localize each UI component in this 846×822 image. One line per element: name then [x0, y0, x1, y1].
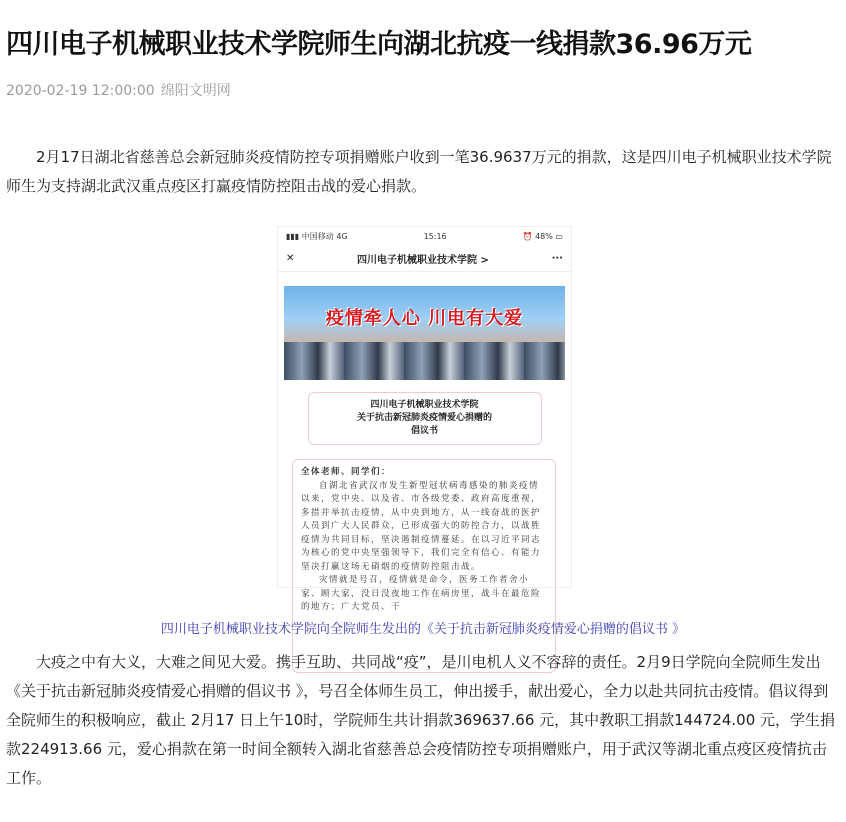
letter-heading-line: 四川电子机械职业技术学院	[370, 400, 479, 410]
letter-heading	[308, 392, 542, 445]
phone-status-bar	[278, 227, 571, 245]
letter-paragraph: 自湖北省武汉市发生新型冠状病毒感染的肺炎疫情以来，党中央、以及省、市各级党委、政府高度重视，多措并举抗击疫情，从中央到地方，从一线奋战的医护人员到广大人民群众，已形成强大的防控合力，以战胜疫情为共同目标，坚决遏制疫情蔓延。在以习近平同志为核心的党中央坚强领导下，我们完全有信心、有能力坚决打赢这场无硝烟的疫情防控阻击战。	[301, 480, 542, 572]
network-label: 4G	[336, 231, 348, 241]
carrier-info	[286, 231, 348, 242]
battery-info	[523, 232, 563, 241]
article-title: 四川电子机械职业技术学院师生向湖北抗疫一线捐款36.96万元	[6, 29, 752, 60]
more-icon: ···	[551, 252, 563, 264]
paragraph-body: 大疫之中有大义，大难之间见大爱。携手互助、共同战“疫”，是川电机人义不容辞的责任。2月9日学院向全院师生发出《关于抗击新冠肺炎疫情爱心捐赠的倡议书 》，号召全体师生员工，伸出援手，献出爱心，全力以赴共同抗击疫情。倡议得到全院师生的积极响应，截止 2月17 日上午10时，学院师生共计捐款369637.66 元，其中教职工捐款144724.00 元，学生捐款224913.66 元，爱心捐款在第一时间全额转入湖北省慈善总会疫情防控专项捐赠账户，用于武汉等湖北重点疫区疫情抗击工作。	[6, 653, 836, 787]
close-icon: ✕	[286, 252, 295, 264]
letter-paragraph: 灾情就是号召，疫情就是命令，医务工作者舍小家、顾大家，没日没夜地工作在病房里，战斗在最危险的地方；广大党员、干	[301, 575, 542, 612]
alarm-icon: ⏰	[522, 231, 533, 241]
embedded-phone-screenshot	[277, 226, 572, 612]
battery-icon: ▭	[555, 231, 563, 241]
publish-datetime: 2020-02-19 12:00:00	[6, 83, 155, 99]
letter-heading-line: 关于抗击新冠肺炎疫情爱心捐赠的	[356, 413, 492, 423]
campaign-banner	[284, 286, 565, 380]
banner-slogan: 疫情牵人心 川电有大爱	[325, 308, 524, 329]
image-caption: 四川电子机械职业技术学院向全院师生发出的《关于抗击新冠肺炎疫情爱心捐赠的倡议书 》	[160, 622, 686, 637]
signal-icon: ▮▮▮	[286, 231, 300, 241]
letter-salutation: 全体老师、同学们：	[301, 467, 392, 477]
letter-heading-line: 倡议书	[410, 426, 438, 436]
battery-label: 48%	[535, 231, 553, 241]
article-meta	[6, 80, 237, 100]
paragraph-intro: 2月17日湖北省慈善总会新冠肺炎疫情防控专项捐赠账户收到一笔36.9637万元的捐款，这是四川电子机械职业技术学院师生为支持湖北武汉重点疫区打赢疫情防控阻击战的爱心捐款。	[6, 148, 832, 195]
phone-nav-bar	[278, 245, 571, 272]
letter-body	[292, 459, 556, 673]
carrier-label: 中国移动	[301, 231, 334, 241]
article-source: 绵阳文明网	[160, 83, 231, 99]
phone-time: 15:16	[423, 231, 447, 241]
banner-photo-strip	[284, 342, 565, 380]
account-title: 四川电子机械职业技术学院 >	[357, 254, 489, 266]
